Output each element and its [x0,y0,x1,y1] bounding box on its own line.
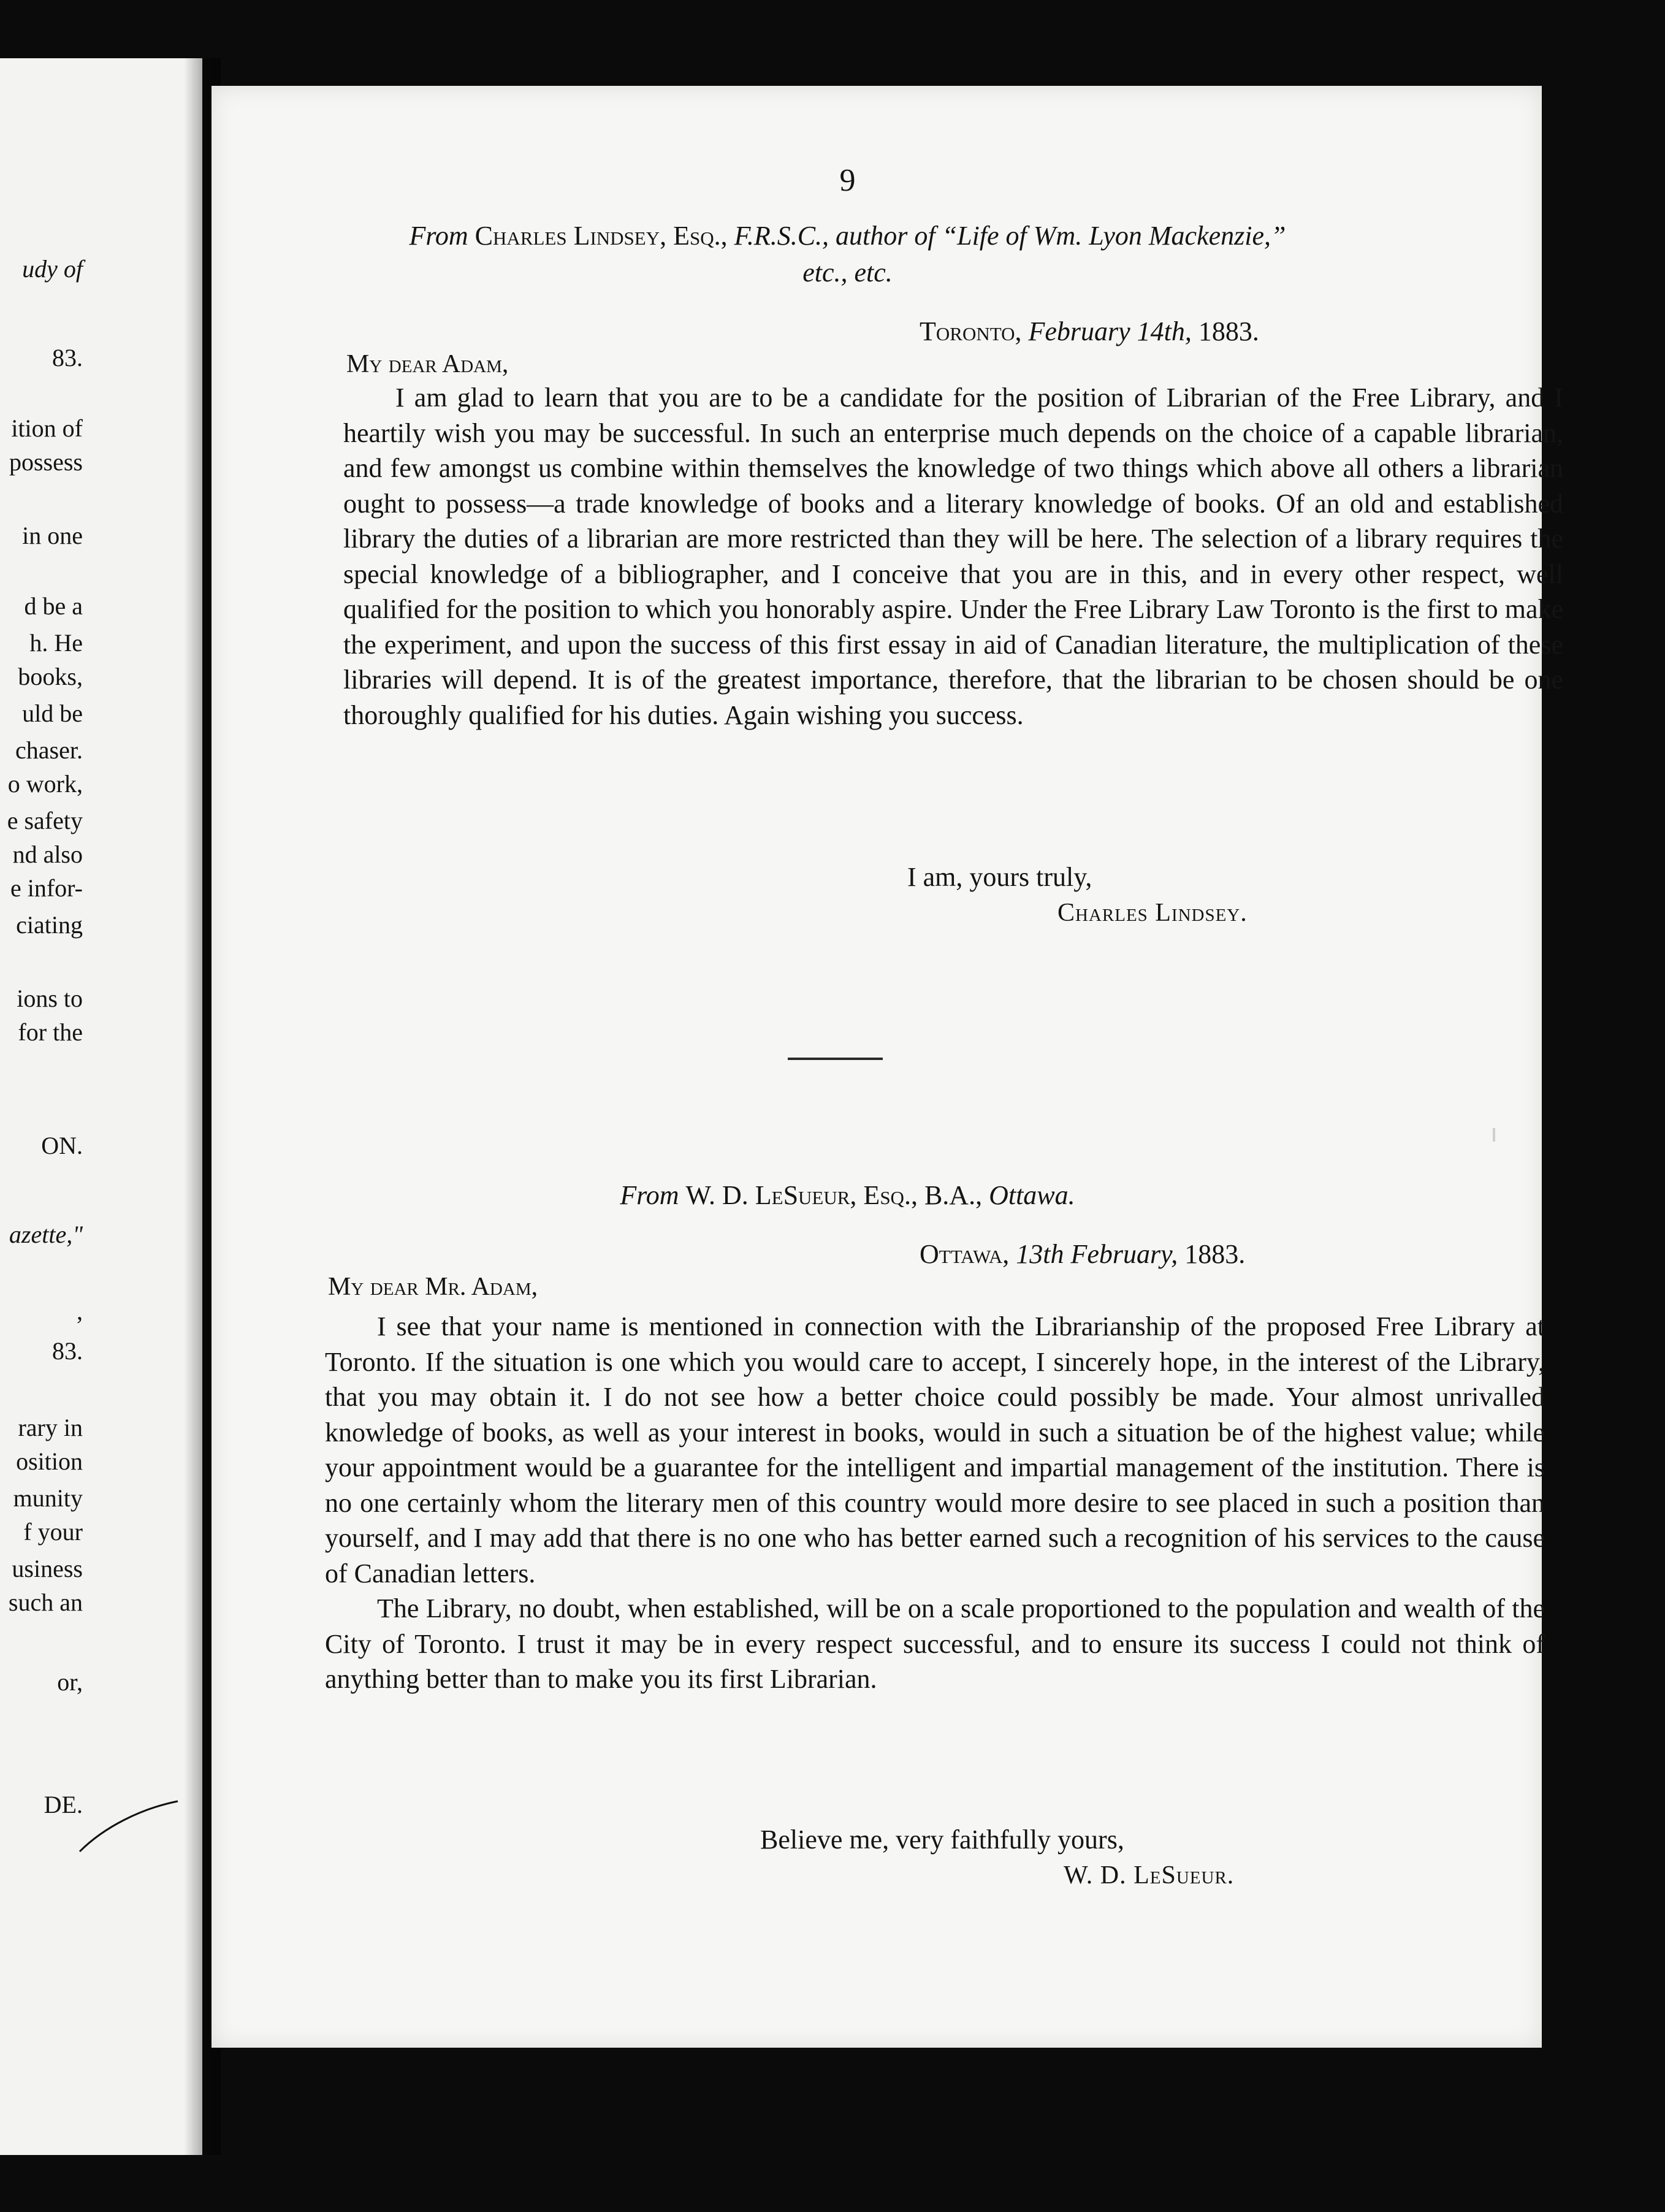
facing-page-line: usiness [12,1555,83,1582]
facing-page-line: f your [23,1518,83,1546]
letter1-heading-title: F.R.S.C., author of “Life of Wm. Lyon Mackenzie,” [734,221,1286,251]
letter1-body-paragraph: I am glad to learn that you are to be a candidate for the position of Librarian of the Free Library, and I heartily wish you may be successful. In such an enterprise much depends on the choice of a capable librarian, and few amongst us combine within themselves the knowledge of two things which above all others a librarian ought to possess—a trade knowledge of books and a literary knowledge of books. Of an old and established library the duties of a librarian are more restricted than they will be here. The selection of a library requires the special knowledge of a bibliographer, and I conceive that you are in this, and in every other respect, well qualified for the position to which you honorably aspire. Under the Free Library Law Toronto is the first to make the experiment, and upon the success of this first essay in aid of Canadian literature, the multiplication of these libraries will depend. It is of the greatest importance, therefore, that the librarian to be chosen should be one thoroughly qualified for his duties. Again wishing you success. [343,383,1563,730]
letter2-date-year: 1883. [1184,1239,1246,1269]
letter2-salutation: My dear Mr. Adam, [328,1273,538,1301]
letter1-date [920,316,1259,347]
facing-page-line: 83. [52,1337,83,1365]
letter1-heading-from: From [409,221,468,251]
facing-page-line: ON. [41,1132,83,1159]
facing-page-line: for the [18,1018,83,1046]
letter1-date-year: 1883. [1198,316,1259,346]
letter1-signature: Charles Lindsey. [1057,899,1248,927]
facing-page-line: nd also [12,841,83,868]
facing-page-line: books, [18,663,83,690]
letter1-date-day: February 14th, [1028,316,1192,346]
letter2-body-paragraph-2: The Library, no doubt, when established, will be on a scale proportioned to the population and wealth of the City of Toronto. I trust it may be in every respect successful, and to ensure its success I could not think of anything better than to make you its first Librarian. [325,1593,1545,1694]
facing-page-line: d be a [24,592,83,620]
pen-stroke-mark [74,1790,196,1858]
letter2-heading [211,1177,1484,1214]
facing-page-line: ition of [11,414,83,442]
facing-page-line: uld be [22,700,83,727]
facing-page-line: possess [9,448,83,476]
section-divider-rule [788,1058,883,1060]
scan-speck [1493,1128,1495,1142]
letter1-heading-name: Charles Lindsey, Esq., [474,221,728,251]
facing-page-line: udy of [22,255,83,283]
facing-page-line: osition [16,1447,83,1475]
facing-page-line: e safety [7,807,83,834]
facing-page-line: munity [13,1484,83,1512]
letter2-closing: Believe me, very faithfully yours, [760,1825,1124,1855]
facing-page-line: 83. [52,344,83,372]
letter1-heading-etc-line [211,254,1484,291]
facing-page-line: or, [57,1668,83,1696]
letter2-date [920,1238,1245,1270]
letter2-date-place: Ottawa, [920,1239,1010,1269]
facing-page-line: DE. [44,1791,83,1818]
letter2-body [325,1309,1545,1697]
facing-page-line: ciating [16,911,83,939]
letter1-closing: I am, yours truly, [907,862,1092,892]
letter2-signature: W. D. LeSueur. [1064,1861,1235,1890]
page-number: 9 [839,163,856,198]
facing-page-line: e infor- [10,874,83,902]
letter1-heading [211,218,1484,254]
facing-page-line: rary in [18,1414,83,1441]
letter1-heading-etc: etc., etc. [802,257,893,288]
letter2-heading-from: From [620,1180,679,1210]
letter1-salutation: My dear Adam, [346,350,509,378]
letter1-date-place: Toronto, [920,316,1022,346]
facing-page-line: azette," [9,1221,83,1248]
letter2-date-day: 13th February, [1016,1239,1178,1269]
facing-page-line: h. He [29,629,83,657]
letter1-body [343,380,1563,733]
facing-page-line: chaser. [15,736,83,764]
letter2-heading-name: W. D. LeSueur, Esq., B.A., [685,1180,983,1210]
page [211,86,1563,2048]
facing-page-line: ions to [17,985,83,1012]
facing-page-line: in one [22,522,83,549]
facing-page-line: , [77,1297,83,1325]
facing-page-line: o work, [7,770,83,798]
facing-page-line: such an [8,1588,83,1616]
letter2-heading-place: Ottawa. [989,1180,1075,1210]
letter2-body-paragraph-1: I see that your name is mentioned in connection with the Librarianship of the proposed Free Library at Toronto. If the situation is one which you would care to accept, I sincerely hope, in the interest of the Library, that you may obtain it. I do not see how a better choice could possibly be made. Your almost unrivalled knowledge of books, as well as your interest in books, would in such a situation be of the highest value; while your appointment would be a guarantee for the intelligent and impartial management of the institution. There is no one certainly whom the literary men of this country would more desire to see placed in such a position than yourself, and I may add that there is no one who has better earned such a recognition of his services to the cause of Canadian letters. [325,1311,1545,1588]
